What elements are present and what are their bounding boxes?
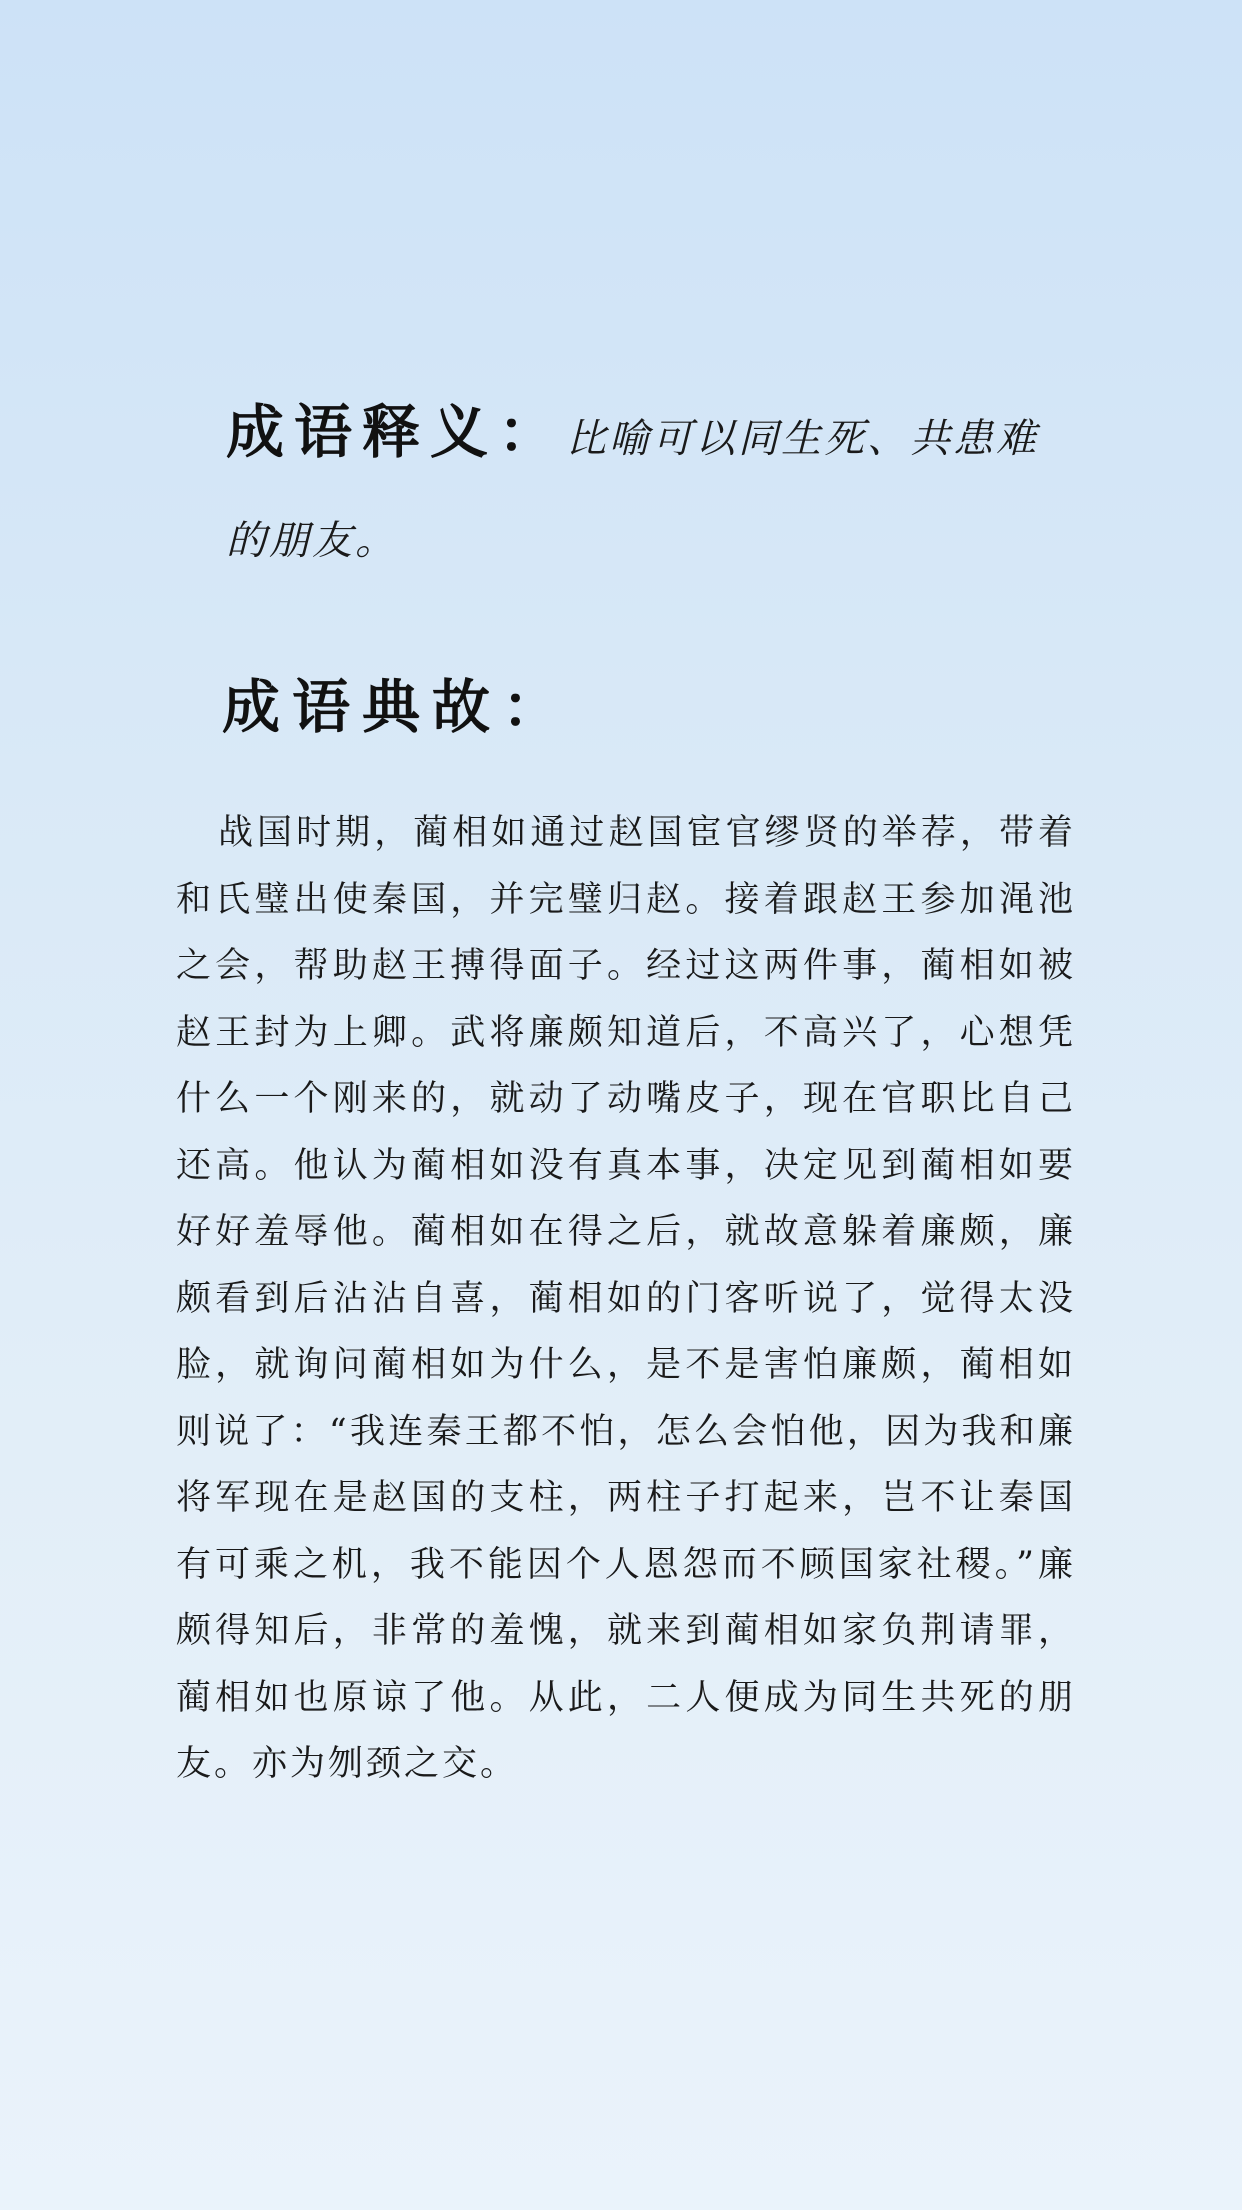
definition-heading: 成语释义： — [226, 398, 567, 466]
story-body: 战国时期，蔺相如通过赵国宦官缪贤的举荐，带着和氏璧出使秦国，并完璧归赵。接着跟赵王参加渑池之会，帮助赵王搏得面子。经过这两件事，蔺相如被赵王封为上卿。武将廉颇知道后，不高兴了，心想凭什么一个刚来的，就动了动嘴皮子，现在官职比自己还高。他认为蔺相如没有真本事，决定见到蔺相如要好好羞辱他。蔺相如在得之后，就故意躲着廉颇，廉颇看到后沾沾自喜，蔺相如的门客听说了，觉得太没脸，就询问蔺相如为什么，是不是害怕廉颇，蔺相如则说了：“我连秦王都不怕，怎么会怕他，因为我和廉将军现在是赵国的支柱，两柱子打起来，岂不让秦国有可乘之机，我不能因个人恩怨而不顾国家社稷。”廉颇得知后，非常的羞愧，就来到蔺相如家负荆请罪，蔺相如也原谅了他。从此，二人便成为同生共死的朋友。亦为刎颈之交。 — [176, 813, 1076, 1784]
definition-text: 比喻可以同生死、共患难的朋友。 — [226, 416, 1040, 564]
story-heading: 成语典故： — [222, 673, 573, 741]
idiom-definition-section — [226, 385, 1046, 596]
